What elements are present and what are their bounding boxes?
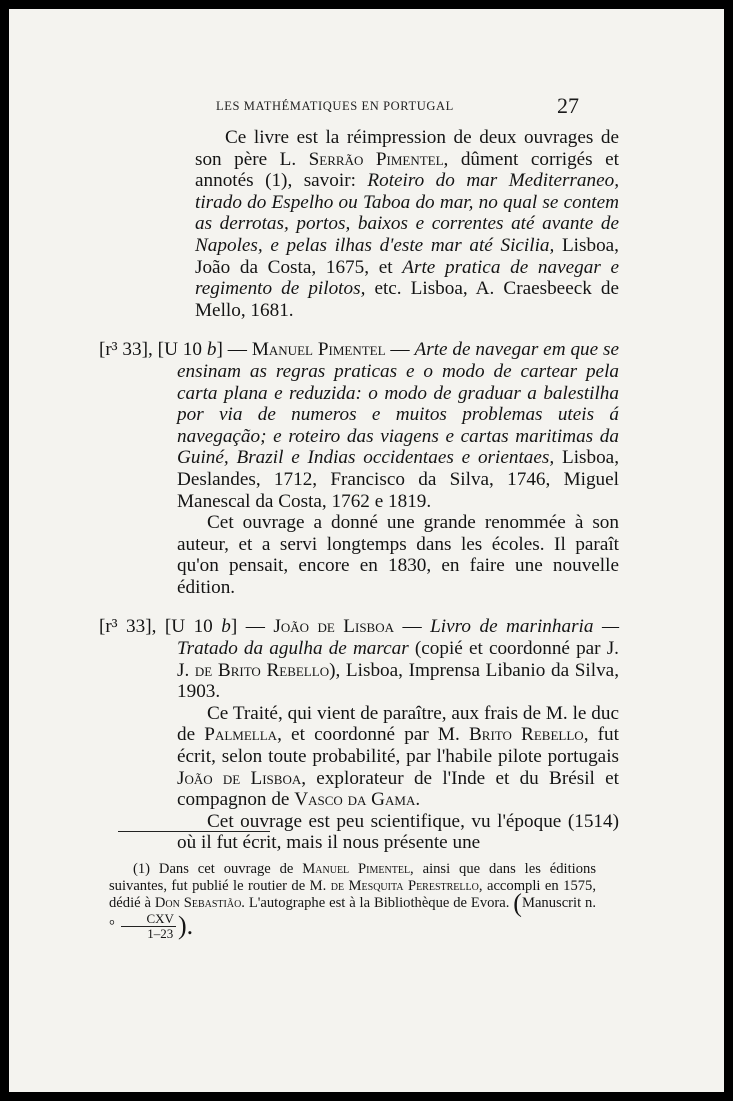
manuscript-fraction: $\frac{\text{CXV}}{1-23}$	[121, 912, 176, 941]
entry-comment: Cet ouvrage a donné une grande renommée à son auteur, et a servi longtemps dans les écoles. Il paraît qu'on pensait, encore en 1830, en faire une nouvelle édition.	[177, 512, 619, 598]
paragraph-reprint: Ce livre est la réimpression de deux ouvrages de son père L. Serrão Pimentel, dûment corrigés et annotés (1), savoir: Roteiro do mar Mediterraneo, tirado do Espelho ou Taboa do mar, no qual se contem as derrotas, portos, baixos e correntes até avante de Napoles, e pelas ilhas d'este mar até Sicilia, Lisboa, João da Costa, 1675, et Arte pratica de navegar e regimento de pilotos, etc. Lisboa, A. Craesbeeck de Mello, 1681.	[195, 127, 619, 321]
footnote-divider	[118, 831, 270, 832]
bibliography-entry-lisboa: [r³ 33], [U 10 b] — João de Lisboa — Livro de marinharia — Tratado da agulha de marcar (copié et coordonné par J. J. de Brito Rebello), Lisboa, Imprensa Libanio da Silva, 1903.	[99, 616, 620, 703]
running-title: LES MATHÉMATIQUES EN PORTUGAL	[216, 99, 454, 113]
work-title: Roteiro do mar Mediterraneo, tirado do Espelho ou Taboa do mar, no qual se contem as derrotas, portos, baixos e correntes até avante de Napoles, e pelas ilhas d'este mar até Sicilia,	[195, 170, 619, 256]
author-name: Serrão Pimentel	[308, 148, 444, 170]
catalog-reference: [r³ 33], [U 10	[99, 616, 222, 638]
body-text	[99, 127, 619, 854]
running-header	[9, 93, 724, 118]
footnote-text: (1) Dans cet ouvrage de Manuel Pimentel, ainsi que dans les éditions suivantes, fut publié le routier de M. de Mesquita Perestrello, accompli en 1575, dédié à Don Sebastião. L'autographe est à la Bibliothèque de Evora. (Manuscrit n.° $\frac{\text{CXV}}{1-23}$ ).	[109, 861, 596, 941]
entry-comment: Cet ouvrage est peu scientifique, vu l'époque (1514) où il fut écrit, mais il nous présente une	[177, 810, 619, 854]
author-name: Manuel Pimentel	[251, 339, 386, 361]
work-title: Arte de navegar em que se ensinam as regras praticas e o modo de cartear pela carta plana e reduzida: o modo de graduar a balestilha por via de numeros e muitos problemas uteis á navegação; e roteiro das viagens e cartas maritimas da Guiné, Brazil e Indias occidentaes e orientaes,	[177, 339, 620, 469]
author-name: João de Lisboa	[273, 616, 394, 638]
editor-name: de Brito Rebello	[194, 659, 330, 681]
work-title: Arte pratica de navegar e regimento de pilotos,	[195, 256, 619, 300]
entry-comment: Ce Traité, qui vient de paraître, aux frais de M. le duc de Palmella, et coordonné par M. Brito Rebello, fut écrit, selon toute probabilité, par l'habile pilote portugais João de Lisboa, explorateur de l'Inde et du Brésil et compagnon de Vasco da Gama.	[177, 702, 619, 811]
imprint: Lisboa, Deslandes, 1712, Francisco da Silva, 1746, Miguel Manescal da Costa, 1762 e 1819.	[177, 447, 619, 512]
catalog-reference: [r³ 33], [U 10	[99, 339, 207, 361]
work-title: Livro de marinharia — Tratado da agulha de marcar	[177, 616, 620, 660]
footnote	[109, 861, 596, 941]
bibliography-entry-pimentel: [r³ 33], [U 10 b] — Manuel Pimentel — Arte de navegar em que se ensinam as regras praticas e o modo de cartear pela carta plana e reduzida: o modo de graduar a balestilha por via de numeros e muitos problemas uteis á navegação; e roteiro das viagens e cartas maritimas da Guiné, Brazil e Indias occidentaes e orientaes, Lisboa, Deslandes, 1712, Francisco da Silva, 1746, Miguel Manescal da Costa, 1762 e 1819.	[99, 339, 620, 512]
book-page	[9, 9, 724, 1092]
page-number: 27	[557, 93, 579, 118]
